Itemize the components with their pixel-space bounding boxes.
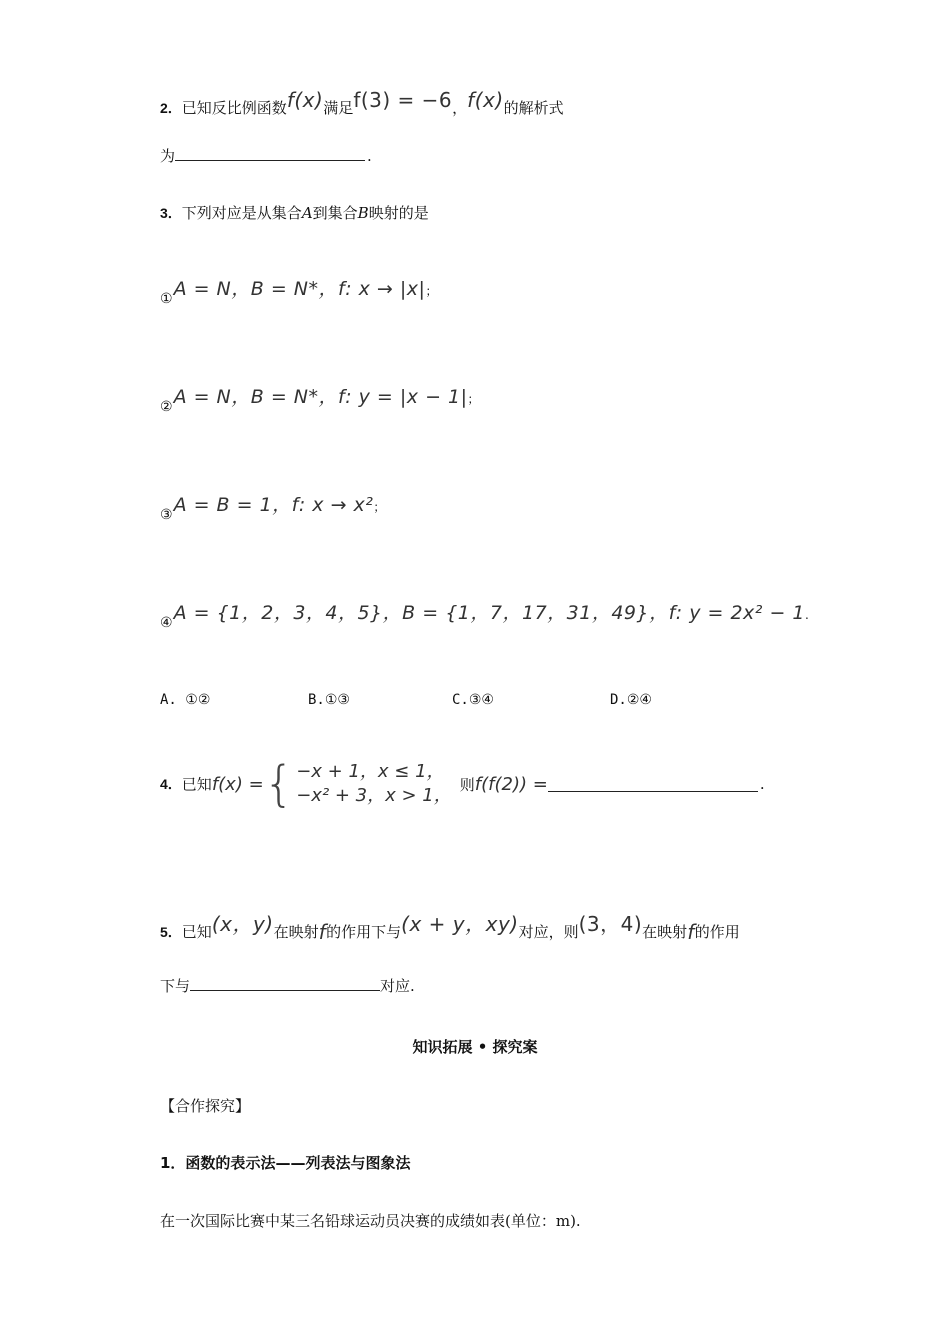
q2-math-fx2: f(x): [467, 88, 504, 112]
q4-line: [160, 756, 765, 812]
q3-item-1-math: A = N，B = N*，f: x → |x|: [173, 278, 426, 300]
q5-t1: 在映射: [273, 923, 319, 941]
q5-answer-blank[interactable]: [190, 976, 380, 991]
q3-choice-b[interactable]: B.①③: [308, 692, 350, 708]
q2-text-b: 满足: [323, 99, 354, 117]
q3-item-1-end: ；: [425, 284, 438, 298]
q3-set-a: A: [301, 204, 313, 222]
q3-item-3-marker: ③: [160, 507, 173, 523]
q2-math-cond: f(3) = −6: [353, 88, 453, 112]
q3-item-2: [160, 382, 480, 415]
q4-answer-blank[interactable]: [548, 777, 758, 792]
q4-case-1: −x + 1，x ≤ 1，: [296, 761, 445, 782]
q4-text2: 则: [459, 775, 475, 794]
q5-line2: [160, 975, 415, 996]
q5-line2-b: 对应.: [380, 977, 415, 995]
q4-case-2: −x² + 3，x > 1，: [296, 785, 452, 806]
q5-t2: 的作用下与: [326, 923, 402, 941]
q5-f1: f: [318, 920, 327, 944]
q3-choice-d[interactable]: D.②④: [610, 692, 652, 708]
coop-heading: 【合作探究】: [160, 1097, 251, 1115]
q5-t3: 对应，则: [518, 923, 579, 941]
q3-item-2-marker: ②: [160, 399, 173, 415]
coop-paragraph: 在一次国际比赛中某三名铅球运动员决赛的成绩如表(单位：m).: [160, 1212, 581, 1230]
q5-t5: 的作用: [694, 923, 740, 941]
q3-text2: 到集合: [312, 204, 358, 222]
q5-t4: 在映射: [642, 923, 688, 941]
q3-item-2-end: ；: [467, 392, 480, 406]
q3-item-2-math: A = N，B = N*，f: y = |x − 1|: [173, 386, 468, 408]
q3-text3: 映射的是: [368, 204, 429, 222]
q3-number: 3．: [160, 205, 182, 221]
q2-line2: [160, 145, 372, 166]
q3-item-1: [160, 274, 437, 307]
q3-item-3-math: A = B = 1，f: x → x²: [173, 494, 374, 516]
q5-number: 5．: [160, 924, 182, 940]
q3-set-b: B: [357, 204, 369, 222]
q3-choice-c[interactable]: C.③④: [452, 692, 494, 708]
q3-stem: [160, 202, 429, 223]
q2-math-fx: f(x): [286, 88, 324, 112]
q3-item-3: [160, 490, 385, 523]
q2-answer-blank[interactable]: [175, 146, 365, 161]
q4-cases: [296, 760, 452, 808]
q2-text-a: 已知反比例函数: [181, 99, 287, 117]
q4-number: 4．: [160, 776, 182, 792]
q4-brace: {: [263, 756, 295, 812]
q3-item-4-marker: ④: [160, 615, 173, 631]
q3-item-3-end: ；: [373, 500, 386, 514]
q5-line2-a: 下与: [160, 977, 191, 995]
q3-item-4-end: .: [805, 608, 809, 622]
q5-f2: f: [687, 920, 695, 944]
q2-text-e: 为: [160, 147, 176, 165]
q3-item-4-math: A = {1，2，3，4，5}，B = {1，7，17，31，49}，f: y = 2x² − 1: [173, 602, 806, 624]
q5-text: 已知: [181, 923, 212, 941]
q2-text-d: 的解析式: [503, 99, 564, 117]
q3-item-4: [160, 598, 809, 631]
q5-m1: (x，y): [211, 912, 274, 936]
q3-item-1-marker: ①: [160, 291, 173, 307]
q4-piecewise: [263, 756, 452, 812]
q2-number: 2．: [160, 100, 182, 116]
coop-item-1: 1．函数的表示法——列表法与图象法: [160, 1154, 411, 1172]
q4-text: 已知: [181, 775, 212, 794]
q2-line1: [160, 88, 564, 118]
q5-line1: [160, 908, 740, 944]
q4-math-ff: f(f(2)) =: [474, 773, 548, 795]
q4-end: .: [759, 775, 765, 793]
q2-text-f: .: [367, 147, 372, 165]
q5-m3: (3，4): [578, 912, 643, 936]
q3-choice-a[interactable]: A. ①②: [160, 692, 211, 708]
q3-text: 下列对应是从集合: [181, 204, 302, 222]
section-title: 知识拓展 • 探究案: [412, 1038, 538, 1056]
q4-math-lhs: f(x) =: [211, 773, 264, 795]
q5-m2: (x + y，xy): [401, 912, 519, 936]
q2-text-c: ，: [452, 99, 468, 117]
